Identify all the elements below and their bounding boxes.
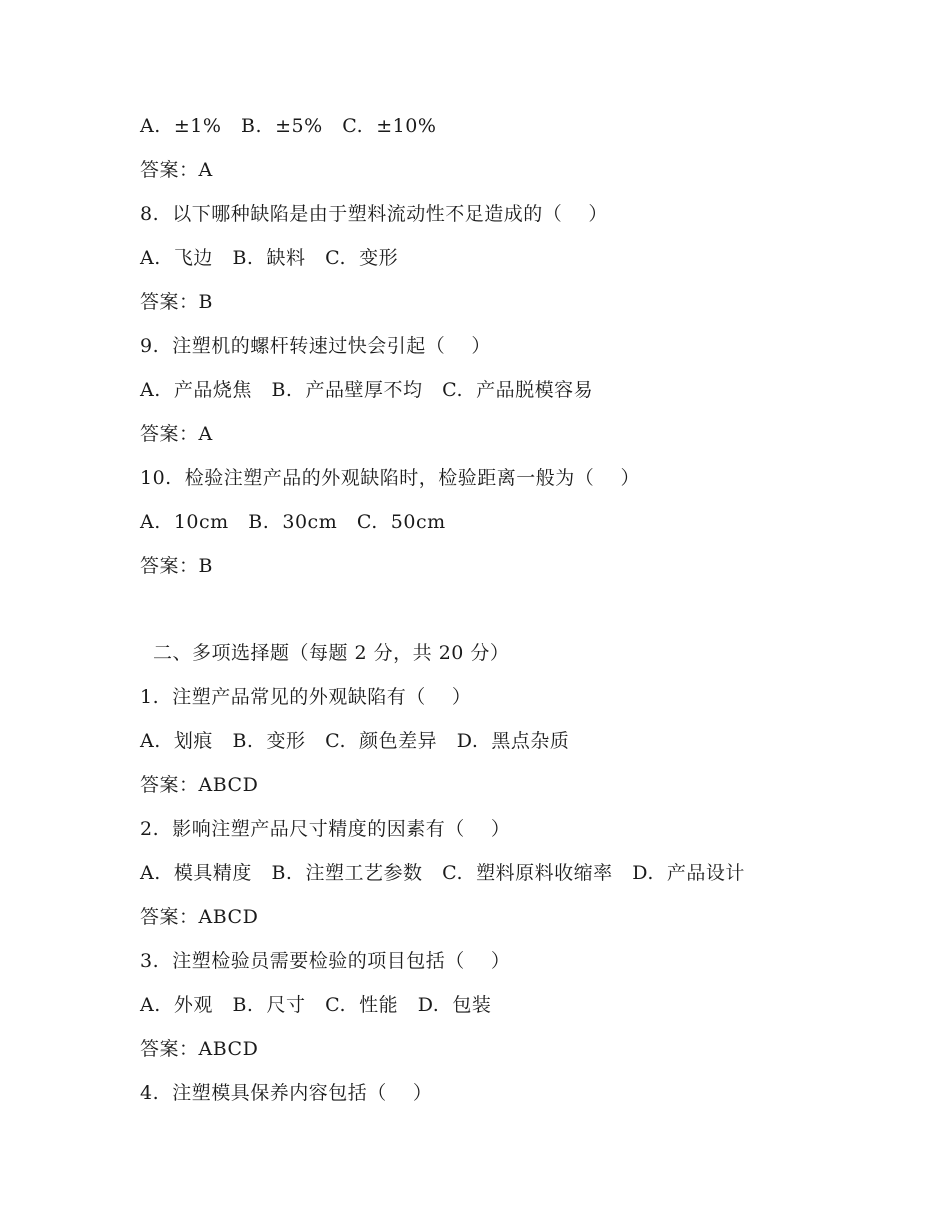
mq2-question: 2. 影响注塑产品尺寸精度的因素有（ ） <box>140 818 511 840</box>
q10-answer: 答案：B <box>140 555 213 577</box>
mq2-options: A. 模具精度 B. 注塑工艺参数 C. 塑料原料收缩率 D. 产品设计 <box>140 862 745 884</box>
q9-question: 9. 注塑机的螺杆转速过快会引起（ ） <box>140 335 491 357</box>
mq1-answer: 答案：ABCD <box>140 774 259 796</box>
q10-question: 10. 检验注塑产品的外观缺陷时，检验距离一般为（ ） <box>140 467 640 489</box>
q8-question: 8. 以下哪种缺陷是由于塑料流动性不足造成的（ ） <box>140 203 608 225</box>
section-heading: 二、多项选择题（每题 2 分，共 20 分） <box>153 642 510 664</box>
q9-answer: 答案：A <box>140 423 213 445</box>
q8-options: A. 飞边 B. 缺料 C. 变形 <box>140 247 399 269</box>
mq2-answer: 答案：ABCD <box>140 906 259 928</box>
q7-answer: 答案：A <box>140 159 213 181</box>
q9-options: A. 产品烧焦 B. 产品壁厚不均 C. 产品脱模容易 <box>140 379 594 401</box>
mq3-answer: 答案：ABCD <box>140 1038 259 1060</box>
mq3-options: A. 外观 B. 尺寸 C. 性能 D. 包装 <box>140 994 492 1016</box>
mq4-question: 4. 注塑模具保养内容包括（ ） <box>140 1082 433 1104</box>
mq3-question: 3. 注塑检验员需要检验的项目包括（ ） <box>140 950 511 972</box>
q8-answer: 答案：B <box>140 291 213 313</box>
q7-options: A. ±1% B. ±5% C. ±10% <box>140 115 437 137</box>
mq1-options: A. 划痕 B. 变形 C. 颜色差异 D. 黑点杂质 <box>140 730 570 752</box>
mq1-question: 1. 注塑产品常见的外观缺陷有（ ） <box>140 686 472 708</box>
q10-options: A. 10cm B. 30cm C. 50cm <box>140 511 446 533</box>
